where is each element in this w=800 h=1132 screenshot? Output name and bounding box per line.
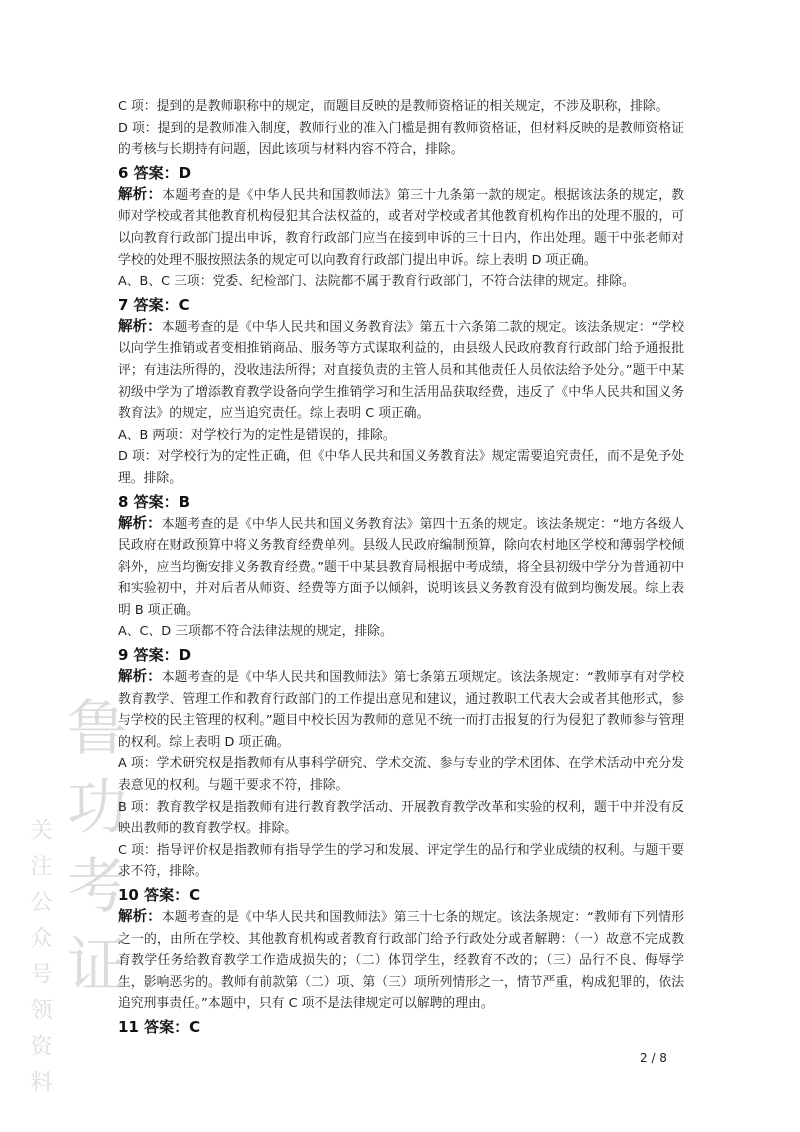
analysis-text: 本题考查的是《中华人民共和国义务教育法》第五十六条第二款的规定。该法条规定：“学校以向学生推销或者变相推销商品、服务等方式谋取利益的，由县级人民政府教育行政部门给予通报批评；有违法所得的，没收违法所得；对直接负责的主管人员和其他责任人员依法给予处分。”题干中某初级中学为了增添教育教学设备向学生推销学习和生活用品获取经费，违反了《中华人民共和国义务教育法》的规定，应当追究责任。综上表明 C 项正确。: [118, 319, 684, 422]
option-paragraph: A、B、C 三项：党委、纪检部门、法院都不属于教育行政部门，不符合法律的规定。排除。: [118, 274, 635, 290]
page-number: 2 / 8: [640, 1051, 667, 1065]
answer-heading: 11 答案：C: [118, 1017, 201, 1036]
answer-heading: 9 答案：D: [118, 646, 192, 665]
analysis-text: 本题考查的是《中华人民共和国义务教育法》第四十五条的规定。该法条规定：“地方各级人民政府在财政预算中将义务教育经费单列。县级人民政府编制预算，除向农村地区学校和薄弱学校倾斜外，应当均衡安排义务教育经费。”题干中某县教育局根据中考成绩，将全县初级中学分为普通初中和实验初中，并对后者从师资、经费等方面予以倾斜，说明该县义务教育没有做到均衡发展。综上表明 B 项正确。: [118, 516, 684, 618]
option-paragraph: A、C、D 三项都不符合法律法规的规定，排除。: [118, 624, 393, 640]
analysis-text: 本题考查的是《中华人民共和国教师法》第七条第五项规定。该法条规定：“教师享有对学校教育教学、管理工作和教育行政部门的工作提出意见和建议，通过教职工代表大会或者其他形式，参与学校的民主管理的权利。”题目中校长因为教师的意见不统一而打击报复的行为侵犯了教师参与管理的权利。综上表明 D 项正确。: [118, 670, 684, 750]
analysis-paragraph: [118, 185, 684, 271]
answer-heading: 10 答案：C: [118, 886, 201, 904]
analysis-label: 解析：: [118, 909, 162, 925]
answer-heading: 8 答案：B: [118, 492, 191, 511]
analysis-text: 本题考查的是《中华人民共和国教师法》第三十七条的规定。该法条规定：“教师有下列情形之一的，由所在学校、其他教育机构或者教育行政部门给予行政处分或者解聘：（一）故意不完成教育教学任务给教育教学工作造成损失的；（二）体罚学生，经教育不改的；（三）品行不良、侮辱学生，影响恶劣的。教师有前款第（二）项、第（三）项所列情形之一，情节严重，构成犯罪的，依法追究刑事责任。”本题中，只有 C 项不是法律规定可以解聘的理由。: [118, 910, 684, 1012]
analysis-text: 本题考查的是《中华人民共和国教师法》第三十九条第一款的规定。根据该法条的规定，教师对学校或者其他教育机构侵犯其合法权益的，或者对学校或者其他教育机构作出的处理不服的，可以向教育行政部门提出申诉，教育行政部门应当在接到申诉的三十日内，作出处理。题干中张老师对学校的处理不服按照法条的规定可以向教育行政部门提出申诉。综上表明 D 项正确。: [118, 187, 685, 268]
watermark-side-text: 关注公众号领资料: [27, 818, 52, 1106]
analysis-label: 解析：: [118, 186, 163, 203]
answer-heading: 7 答案：C: [118, 295, 190, 314]
analysis-label: 解析：: [118, 318, 162, 335]
analysis-paragraph: [118, 667, 684, 753]
option-paragraph: B 项：教育教学权是指教师有进行教育教学活动、开展教育教学改革和实验的权利，题干中并没有反映出教师的教育教学权。排除。: [118, 799, 684, 837]
option-paragraph: D 项：对学校行为的定性正确，但《中华人民共和国义务教育法》规定需要追究责任，而不是免予处理。排除。: [118, 449, 684, 486]
analysis-paragraph: [118, 317, 684, 425]
watermark-brand: 鲁 功 考 证: [57, 696, 127, 994]
answer-heading: 6 答案：D: [118, 163, 192, 182]
document-body: [118, 96, 684, 1039]
analysis-paragraph: [118, 514, 684, 622]
option-paragraph: A 项：学术研究权是指教师有从事科学研究、学术交流、参与专业的学术团体、在学术活动中充分发表意见的权利。与题干要求不符，排除。: [118, 756, 684, 794]
option-paragraph: A、B 两项：对学校行为的定性是错误的，排除。: [118, 427, 396, 443]
option-paragraph: C 项：提到的是教师职称中的规定，而题目反映的是教师资格证的相关规定，不涉及职称，排除。: [118, 99, 669, 114]
option-paragraph: C 项：指导评价权是指教师有指导学生的学习和发展、评定学生的品行和学业成绩的权利。与题干要求不符，排除。: [118, 842, 684, 880]
analysis-label: 解析：: [118, 515, 162, 532]
option-paragraph: D 项：提到的是教师准入制度，教师行业的准入门槛是拥有教师资格证，但材料反映的是教师资格证的考核与长期持有问题，因此该项与材料内容不符合，排除。: [118, 120, 684, 158]
analysis-label: 解析：: [118, 669, 162, 686]
analysis-paragraph: [118, 907, 684, 1015]
